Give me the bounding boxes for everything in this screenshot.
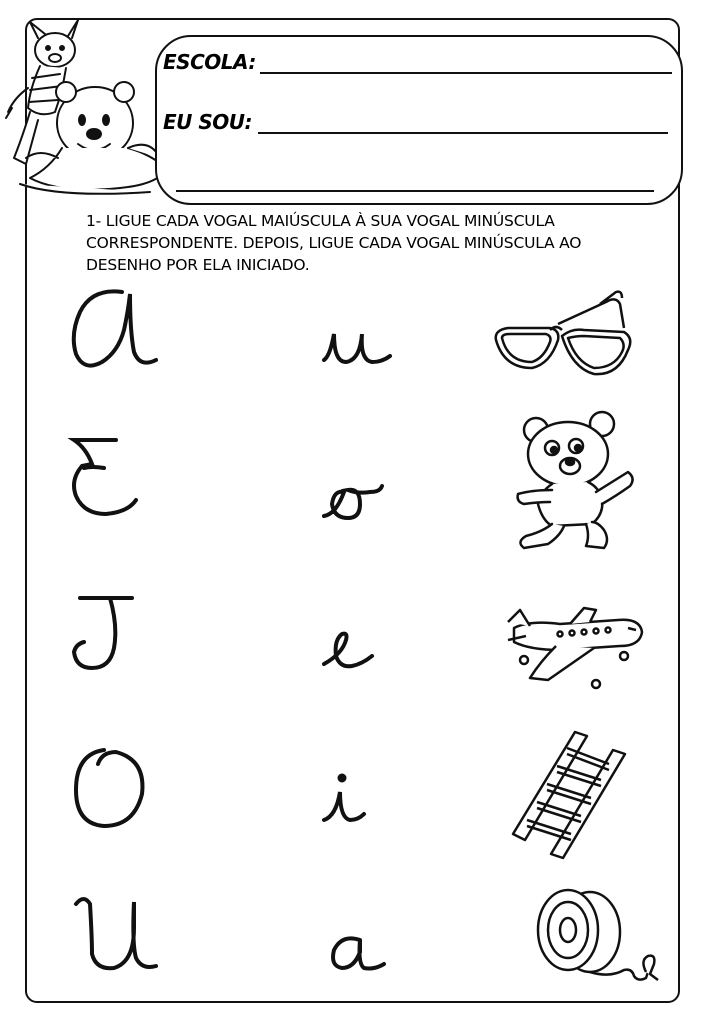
lowercase-vowel-i[interactable] [320,768,370,828]
urso-icon[interactable] [512,410,642,555]
lowercase-vowel-a[interactable] [320,926,390,976]
eu-sou-input-line[interactable] [258,132,668,134]
pooh-piglet-illustration [0,8,170,198]
escola-label: ESCOLA: [163,50,256,74]
oculos-icon[interactable] [488,284,638,384]
uppercase-vowel-u[interactable] [62,888,172,983]
uppercase-vowel-o[interactable] [62,740,162,840]
escola-input-line[interactable] [260,72,672,74]
lowercase-vowel-u[interactable] [320,320,400,370]
extra-input-line[interactable] [176,190,654,192]
ioio-icon[interactable] [520,882,670,992]
instructions [86,210,666,276]
lowercase-vowel-e[interactable] [320,624,380,674]
eu-sou-label: EU SOU: [163,110,253,134]
lowercase-vowel-o[interactable] [320,474,390,524]
instruction-line-2: CORRESPONDENTE. DEPOIS, LIGUE CADA VOGAL MINÚSCULA AO [86,234,582,252]
aviao-icon[interactable] [500,600,650,690]
instruction-line-1: 1- LIGUE CADA VOGAL MAIÚSCULA À SUA VOGAL MINÚSCULA [86,212,555,230]
instruction-line-3: DESENHO POR ELA INICIADO. [86,256,310,274]
escada-icon[interactable] [505,724,645,864]
uppercase-vowel-a[interactable] [62,282,172,377]
uppercase-vowel-e[interactable] [62,430,162,525]
uppercase-vowel-i[interactable] [62,586,162,681]
